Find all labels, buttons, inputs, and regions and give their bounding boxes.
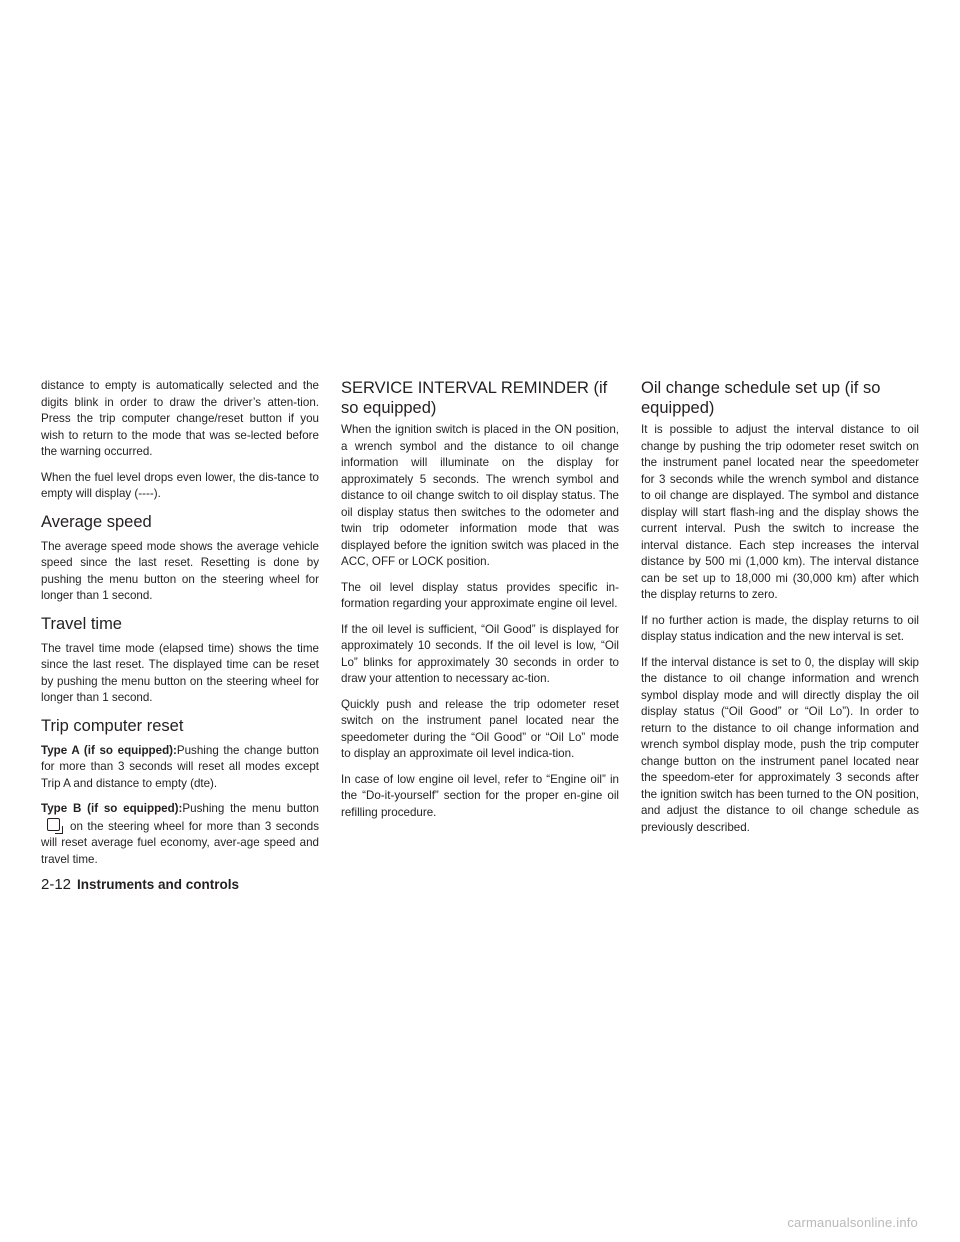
heading-travel-time: Travel time bbox=[41, 614, 122, 633]
heading-trip-computer-reset: Trip computer reset bbox=[41, 716, 184, 735]
paragraph-oil-level-status: The oil level display status provides specific in-formation regarding your approximate engine oil level. bbox=[341, 580, 619, 610]
paragraph-low-oil-reference: In case of low engine oil level, refer to “Engine oil” in the “Do-it-yourself” section for the proper en-gine oil refilling procedure. bbox=[341, 772, 619, 819]
column-middle bbox=[341, 378, 619, 830]
heading-service-interval-reminder: SERVICE INTERVAL REMINDER (if so equipped) bbox=[341, 379, 608, 417]
watermark: carmanualsonline.info bbox=[787, 1215, 918, 1230]
column-right bbox=[641, 378, 919, 845]
type-b-text-1: Pushing the menu button bbox=[182, 802, 319, 815]
paragraph-travel-time: The travel time mode (elapsed time) shows the time since the last reset. The displayed time can be reset by pushing the menu button on the steering wheel for longer than 1 second. bbox=[41, 641, 319, 704]
paragraph-interval-zero: If the interval distance is set to 0, the display will skip the distance to oil change information and wrench symbol display mode and will directly display the oil display status (“Oil Good” or “Oil Lo”). In order to return to the distance to oil change information and wrench symbol display mode, push the trip computer change button on the instrument panel located near the speedom-eter for approximately 3 seconds after the ignition switch has been turned to the ON position, and adjust the distance to oil change schedule as previously described. bbox=[641, 655, 919, 834]
type-a-text: Pushing the change button for more than 3 seconds will reset all modes except Trip A and distance to empty (dte). bbox=[41, 743, 319, 790]
type-a-label: Type A (if so equipped): bbox=[41, 743, 177, 757]
paragraph-reset-switch: Quickly push and release the trip odometer reset switch on the instrument panel located near the speedometer during the “Oil Good” or “Oil Lo” mode to display an approximate oil level indica-tion. bbox=[341, 697, 619, 760]
paragraph-average-speed: The average speed mode shows the average vehicle speed since the last reset. Resetting is done by pushing the menu button on the steering wheel for longer than 1 second. bbox=[41, 539, 319, 602]
paragraph-ignition-on: When the ignition switch is placed in the ON position, a wrench symbol and the distance to oil change information will illuminate on the display for approximately 5 seconds. The wrench symbol and distance to oil change switch to oil display status. The oil display status then switches to the odometer and twin trip odometer information mode that was displayed before the ignition switch was placed in the ACC, OFF or LOCK position. bbox=[341, 423, 619, 568]
type-b-label: Type B (if so equipped): bbox=[41, 802, 183, 815]
paragraph-no-further-action: If no further action is made, the display returns to oil display status indication and the new interval is set. bbox=[641, 613, 919, 643]
column-left bbox=[41, 378, 319, 877]
paragraph-fuel-level: When the fuel level drops even lower, the dis-tance to empty will display (----). bbox=[41, 470, 319, 500]
paragraph-adjust-interval: It is possible to adjust the interval distance to oil change by pushing the trip odometer reset switch on the instrument panel located near the speedometer for 3 seconds while the wrench symbol and distance to oil change are displayed. The symbol and distance display will start flash-ing and the display shows the current interval. Push the switch to increase the interval distance. Each step increases the interval distance by 500 mi (1,000 km). The interval distance can be set up to 18,000 mi (30,000 km) after which the display returns to zero. bbox=[641, 423, 919, 601]
heading-average-speed: Average speed bbox=[41, 512, 152, 531]
menu-button-icon bbox=[47, 818, 60, 831]
page-number: 2-12 bbox=[41, 876, 72, 893]
paragraph-distance-to-empty: distance to empty is automatically selected and the digits blink in order to draw the driver’s atten-tion. Press the trip computer change/reset button if you wish to return to the mode that was se-lected before the warning occurred. bbox=[41, 379, 319, 458]
paragraph-type-a bbox=[41, 743, 319, 793]
type-b-text-2: on the steering wheel for more than 3 seconds will reset average fuel economy, aver-age speed and travel time. bbox=[41, 819, 319, 866]
heading-oil-change-schedule: Oil change schedule set up (if so equipped) bbox=[641, 379, 881, 417]
paragraph-type-b bbox=[41, 801, 319, 868]
paragraph-oil-good-lo: If the oil level is sufficient, “Oil Good” is displayed for approximately 10 seconds. If the oil level is low, “Oil Lo” blinks for approximately 30 seconds in order to draw your attention to necessary ac-tion. bbox=[341, 622, 619, 685]
section-title: Instruments and controls bbox=[77, 877, 240, 892]
page-footer bbox=[41, 876, 239, 893]
